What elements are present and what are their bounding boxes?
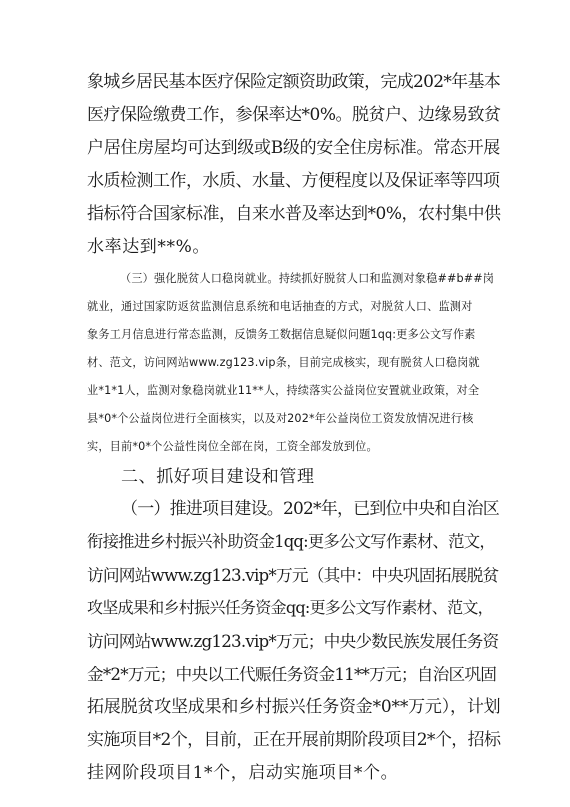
section-heading: 二、抓好项目建设和管理	[121, 467, 315, 487]
text-line: 医疗保险缴费工作，参保率达*0%。脱贫户、边缘易致贫	[87, 105, 501, 125]
text-line: 水质检测工作，水质、水量、方便程度以及保证率等四项	[87, 171, 500, 191]
text-line: 材、范文，访问网站www.zg123.vip条，目前完成核实，现有脱贫人口稳岗就	[87, 356, 480, 369]
text-line: 水率达到**%。	[87, 237, 210, 257]
text-line: 攻坚成果和乡村振兴任务资金qq:更多公文写作素材、范文，	[87, 598, 493, 617]
text-line: 就业，通过国家防返贫监测信息系统和电话抽查的方式，对脱贫人口、监测对	[87, 300, 473, 313]
text-line: 挂网阶段项目1*个，启动实施项目*个。	[87, 763, 399, 783]
text-line: 访问网站www.zg123.vip*万元（其中：中央巩固拓展脱贫	[87, 565, 499, 585]
text-line: 访问网站www.zg123.vip*万元；中央少数民族发展任务资	[87, 631, 499, 651]
text-line: 实施项目*2个，目前，正在开展前期阶段项目2*个，招标	[87, 730, 501, 750]
text-line: （一）推进项目建设。202*年，已到位中央和自治区	[121, 499, 499, 519]
text-line: 县*0*个公益岗位进行全面核实，以及对202*年公益岗位工资发放情况进行核	[87, 412, 474, 425]
text-line: 金*2*万元；中央以工代赈任务资金11**万元；自治区巩固	[87, 664, 497, 684]
text-line: 象城乡居民基本医疗保险定额资助政策，完成202*年基本	[87, 72, 501, 92]
text-line: 业*1*1人，监测对象稳岗就业11**人，持续落实公益岗位安置就业政策，对全	[87, 384, 480, 397]
text-line: 象务工月信息进行常态监测，反馈务工数据信息疑似问题1qq:更多公文写作素	[87, 328, 476, 341]
text-line: 衔接推进乡村振兴补助资金1qq:更多公文写作素材、范文，	[87, 532, 495, 551]
text-line: 户居住房屋均可达到级或B级的安全住房标准。常态开展	[87, 138, 500, 158]
text-line: 拓展脱贫攻坚成果和乡村振兴任务资金*0**万元），计划	[87, 697, 501, 717]
text-line: （三）强化脱贫人口稳岗就业。持续抓好脱贫人口和监测对象稳##b##岗	[120, 272, 495, 285]
text-line: 实，目前*0*个公益性岗位全部在岗，工资全部发放到位。	[87, 440, 378, 453]
text-line: 指标符合国家标准，自来水普及率达到*0%，农村集中供	[87, 204, 501, 224]
